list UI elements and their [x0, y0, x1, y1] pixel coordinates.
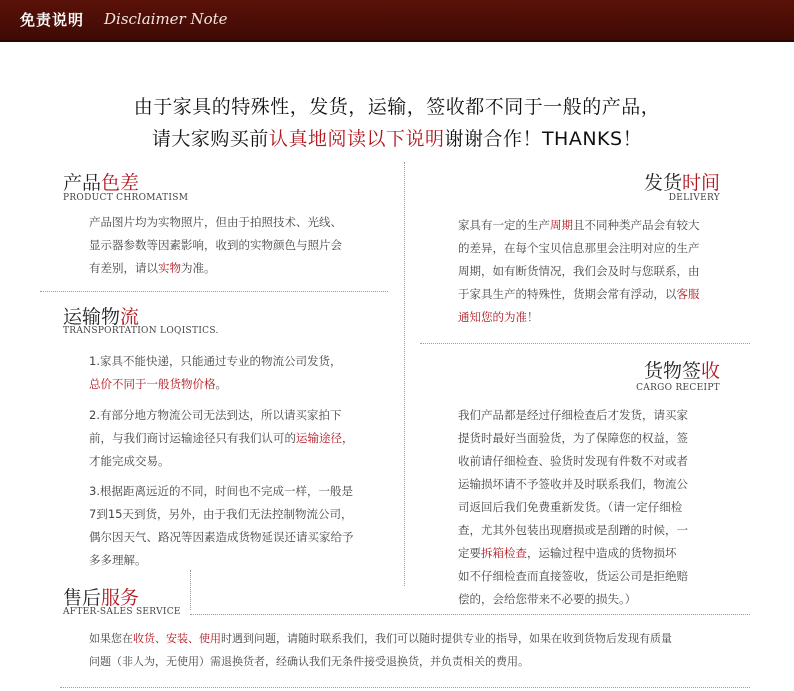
aftersales-subtitle: AFTER-SALES SERVICE — [63, 607, 181, 617]
headline-line-2-post: 谢谢合作！THANKS！ — [444, 128, 643, 150]
logistics-subtitle: TRANSPORTATION LOQISTICS. — [63, 326, 219, 336]
headline-line-2-pre: 请大家购买前 — [151, 128, 269, 150]
receipt-line: 提货时最好当面验货，为了保障您的权益，签 — [458, 431, 688, 445]
center-divider — [404, 162, 405, 586]
aftersales-title-a: 售后 — [63, 587, 102, 609]
chromatism-line: 有差别，请以实物为准。 — [89, 261, 216, 275]
delivery-body — [458, 214, 748, 329]
logistics-line: 7到15天到货，另外，由于我们无法控制物流公司， — [89, 507, 353, 521]
chromatism-title-a: 产品 — [63, 172, 102, 194]
logistics-line: 3.根据距离远近的不同，时间也不完成一样，一般是 — [89, 484, 353, 498]
delivery-line: 于家具生产的特殊性，货期会常有浮动，以客服 — [458, 287, 700, 301]
logistics-title — [63, 302, 139, 329]
chromatism-title — [63, 168, 139, 195]
receipt-line: 运输损坏请不予签收并及时联系我们，物流公 — [458, 477, 688, 491]
delivery-title — [620, 168, 720, 195]
bottom-divider — [60, 687, 750, 688]
receipt-line: 定要拆箱检查，运输过程中造成的货物损坏 — [458, 546, 677, 560]
logistics-p1 — [89, 350, 389, 396]
aftersales-line: 如果您在收货、安装、使用时遇到问题，请随时联系我们，我们可以随时提供专业的指导，如果在收到货物后发现有质量 — [89, 632, 672, 645]
right-divider-1 — [420, 343, 750, 344]
left-divider-1 — [40, 291, 388, 292]
delivery-subtitle: DELIVERY — [668, 193, 720, 203]
aftersales-body — [89, 627, 779, 673]
logistics-line: 多多理解。 — [89, 553, 147, 567]
receipt-line: 偿的，会给您带来不必要的损失。） — [458, 592, 637, 606]
banner-title-en: Disclaimer Note — [104, 10, 228, 28]
logistics-line: 2.有部分地方物流公司无法到达，所以请买家拍下 — [89, 408, 342, 422]
aftersales-title — [63, 583, 139, 610]
banner-rough-edge — [0, 38, 794, 44]
logistics-line: 1.家具不能快递，只能通过专业的物流公司发货， — [89, 354, 342, 368]
logistics-line: 偶尔因天气、路况等因素造成货物延误还请买家给予 — [89, 530, 354, 544]
logistics-p3 — [89, 480, 393, 572]
delivery-title-a: 发货 — [643, 172, 682, 194]
chromatism-subtitle: PRODUCT CHROMATISM — [63, 193, 189, 203]
delivery-line: 的差异，在每个宝贝信息那里会注明对应的生产 — [458, 241, 700, 255]
receipt-line: 我们产品都是经过仔细检查后才发货，请买家 — [458, 408, 688, 422]
receipt-title — [600, 356, 720, 383]
chromatism-title-b: 色差 — [101, 172, 140, 194]
delivery-title-b: 时间 — [681, 172, 720, 194]
receipt-line: 司返回后我们免费重新发货。（请一定仔细检 — [458, 500, 683, 514]
chromatism-line: 显示器参数等因素影响，收到的实物颜色与照片会 — [89, 238, 342, 252]
receipt-body — [458, 404, 748, 611]
receipt-line: 如不仔细检查而直接签收，货运公司是拒绝赔 — [458, 569, 688, 583]
delivery-line: 家具有一定的生产周期且不同种类产品会有较大 — [458, 218, 700, 232]
headline-line-2 — [0, 124, 794, 151]
receipt-subtitle: CARGO RECEIPT — [636, 383, 720, 393]
headline-line-1: 由于家具的特殊性，发货，运输，签收都不同于一般的产品， — [133, 96, 661, 118]
aftersales-title-b: 服务 — [101, 587, 140, 609]
headline-line-2-red: 认真地阅读以下说明 — [268, 128, 445, 150]
receipt-line: 查，尤其外包装出现磨损或是刮蹭的时候，一 — [458, 523, 688, 537]
banner-title-cn: 免责说明 — [20, 11, 85, 29]
receipt-title-a: 货物签 — [643, 360, 701, 382]
logistics-title-b: 流 — [120, 306, 140, 328]
delivery-line: 周期，如有断货情况，我们会及时与您联系，由 — [458, 264, 700, 278]
aftersales-divider-top — [190, 614, 750, 615]
logistics-title-a: 运输物 — [63, 306, 121, 328]
logistics-line: 前，与我们商讨运输途径只有我们认可的运输途径， — [89, 431, 354, 445]
logistics-line: 才能完成交易。 — [89, 454, 170, 468]
delivery-line: 通知您的为准！ — [458, 310, 539, 324]
chromatism-line: 产品图片均为实物照片，但由于拍照技术、光线、 — [89, 215, 342, 229]
aftersales-line: 问题（非人为，无使用）需退换货者，经确认我们无条件接受退换货，并负责相关的费用。 — [89, 655, 529, 668]
logistics-line: 总价不同于一般货物价格。 — [89, 377, 227, 391]
chromatism-body — [89, 211, 389, 280]
receipt-title-b: 收 — [700, 360, 720, 382]
aftersales-tab-edge — [190, 570, 191, 610]
receipt-line: 收前请仔细检查、验货时发现有件数不对或者 — [458, 454, 688, 468]
logistics-p2 — [89, 404, 389, 473]
